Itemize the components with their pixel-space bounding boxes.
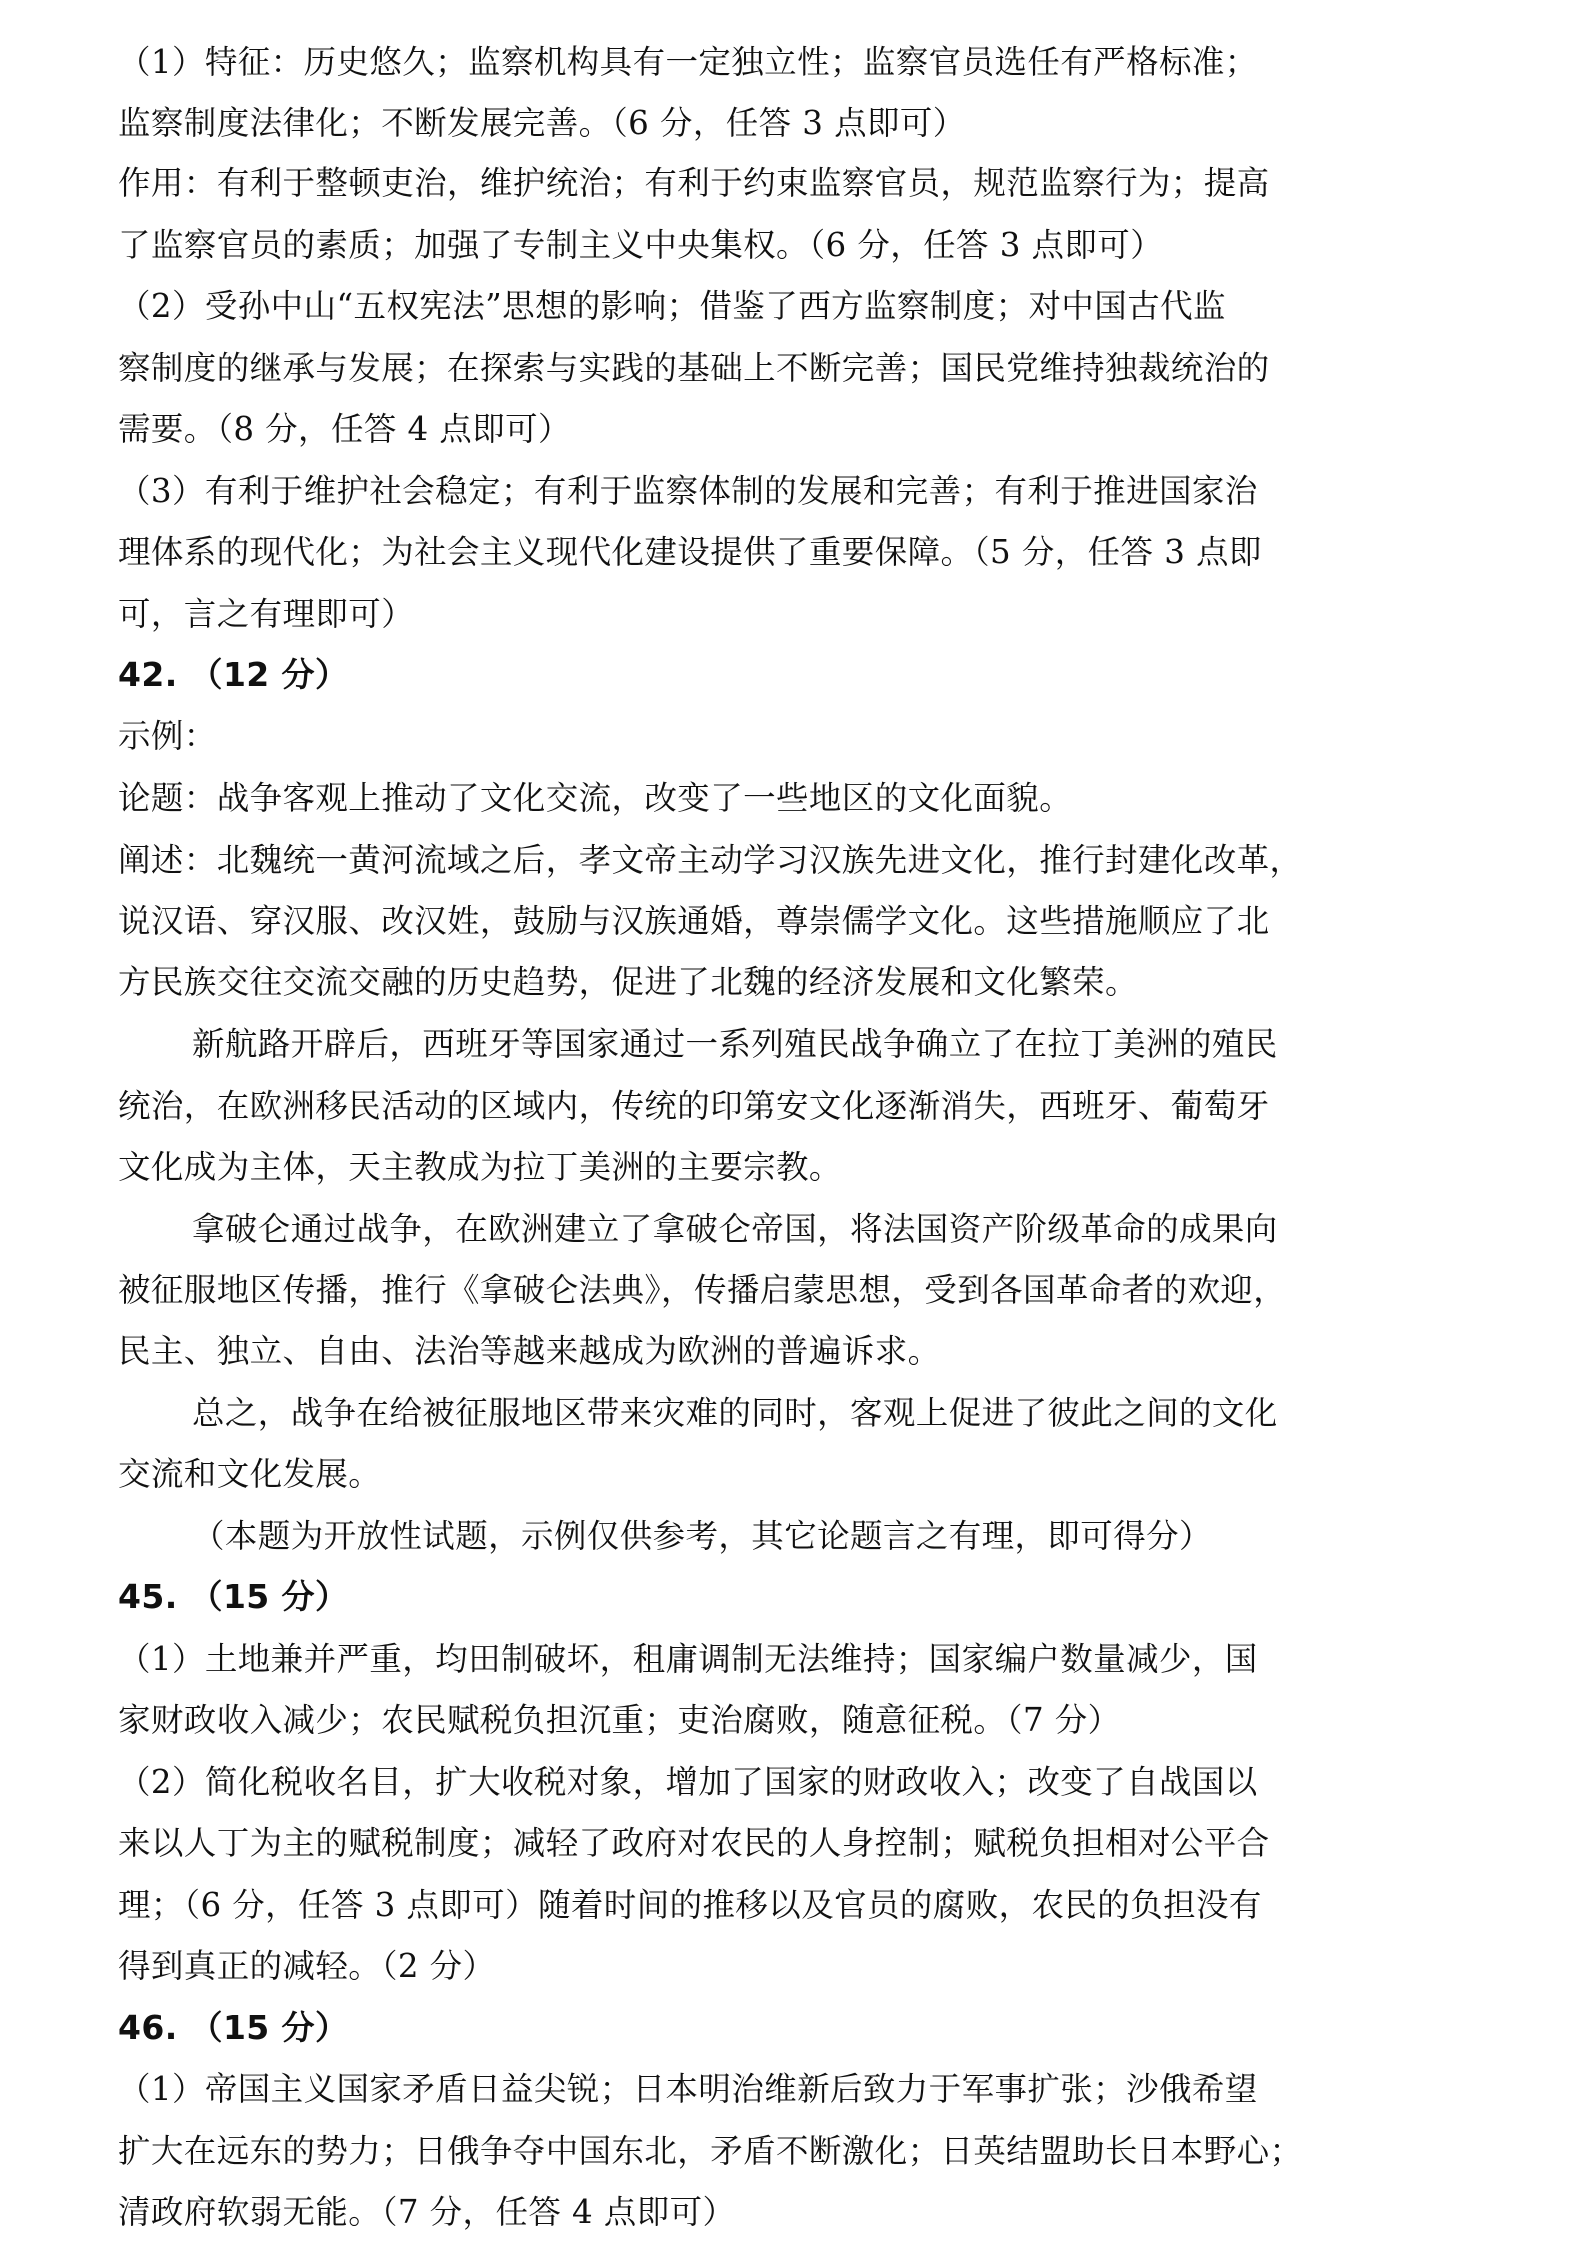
- q41-line-4: 了监察官员的素质；加强了专制主义中央集权。（6 分，任答 3 点即可）: [118, 226, 1164, 264]
- q42-line-13: 交流和文化发展。: [118, 1455, 382, 1493]
- q41-line-5: （2）受孙中山“五权宪法”思想的影响；借鉴了西方监察制度；对中国古代监: [118, 287, 1226, 325]
- q42-line-8: 文化成为主体，天主教成为拉丁美洲的主要宗教。: [118, 1148, 842, 1186]
- q41-line-8: （3）有利于维护社会稳定；有利于监察体制的发展和完善；有利于推进国家治: [118, 472, 1258, 510]
- q41-line-7: 需要。（8 分，任答 4 点即可）: [118, 410, 571, 448]
- q42-line-1: 示例：: [118, 717, 217, 755]
- q45-line-3: （2）简化税收名目，扩大收税对象，增加了国家的财政收入；改变了自战国以: [118, 1763, 1258, 1801]
- q45-line-6: 得到真正的减轻。（2 分）: [118, 1947, 496, 1985]
- q42-line-12: 总之，战争在给被征服地区带来灾难的同时，客观上促进了彼此之间的文化: [192, 1394, 1278, 1432]
- q41-line-10: 可，言之有理即可）: [118, 595, 415, 633]
- q46-line-1: （1）帝国主义国家矛盾日益尖锐；日本明治维新后致力于军事扩张；沙俄希望: [118, 2070, 1258, 2108]
- q41-line-2: 监察制度法律化；不断发展完善。（6 分，任答 3 点即可）: [118, 104, 966, 142]
- q41-line-9: 理体系的现代化；为社会主义现代化建设提供了重要保障。（5 分，任答 3 点即: [118, 533, 1262, 571]
- q45-line-5: 理；（6 分，任答 3 点即可）随着时间的推移以及官员的腐败，农民的负担没有: [118, 1886, 1262, 1924]
- q46-line-3: 清政府软弱无能。（7 分，任答 4 点即可）: [118, 2193, 736, 2231]
- q45-line-2: 家财政收入减少；农民赋税负担沉重；吏治腐败，随意征税。（7 分）: [118, 1701, 1121, 1739]
- q42-heading: 42. （12 分）: [118, 655, 349, 694]
- q42-line-2: 论题：战争客观上推动了文化交流，改变了一些地区的文化面貌。: [118, 779, 1073, 817]
- q42-line-6: 新航路开辟后，西班牙等国家通过一系列殖民战争确立了在拉丁美洲的殖民: [192, 1025, 1278, 1063]
- q45-line-4: 来以人丁为主的赋税制度；减轻了政府对农民的人身控制；赋税负担相对公平合: [118, 1824, 1270, 1862]
- q42-line-11: 民主、独立、自由、法治等越来越成为欧洲的普遍诉求。: [118, 1332, 941, 1370]
- q42-line-9: 拿破仑通过战争，在欧洲建立了拿破仑帝国，将法国资产阶级革命的成果向: [192, 1210, 1278, 1248]
- q46-heading: 46. （15 分）: [118, 2008, 349, 2047]
- q42-line-4: 说汉语、穿汉服、改汉姓，鼓励与汉族通婚，尊崇儒学文化。这些措施顺应了北: [118, 902, 1270, 940]
- q41-line-1: （1）特征：历史悠久；监察机构具有一定独立性；监察官员选任有严格标准；: [118, 43, 1258, 81]
- q41-line-6: 察制度的继承与发展；在探索与实践的基础上不断完善；国民党维持独裁统治的: [118, 349, 1270, 387]
- q42-note: （本题为开放性试题，示例仅供参考，其它论题言之有理，即可得分）: [192, 1517, 1212, 1555]
- q45-heading: 45. （15 分）: [118, 1577, 349, 1616]
- q41-line-3: 作用：有利于整顿吏治，维护统治；有利于约束监察官员，规范监察行为；提高: [118, 164, 1270, 202]
- q45-line-1: （1）土地兼并严重，均田制破坏，租庸调制无法维持；国家编户数量减少，国: [118, 1640, 1258, 1678]
- q42-line-7: 统治，在欧洲移民活动的区域内，传统的印第安文化逐渐消失，西班牙、葡萄牙: [118, 1087, 1270, 1125]
- q42-line-3: 阐述：北魏统一黄河流域之后，孝文帝主动学习汉族先进文化，推行封建化改革，: [118, 841, 1303, 879]
- q42-line-10: 被征服地区传播，推行《拿破仑法典》，传播启蒙思想，受到各国革命者的欢迎，: [118, 1271, 1287, 1309]
- q46-line-2: 扩大在远东的势力；日俄争夺中国东北，矛盾不断激化；日英结盟助长日本野心；: [118, 2132, 1303, 2170]
- q42-line-5: 方民族交往交流交融的历史趋势，促进了北魏的经济发展和文化繁荣。: [118, 963, 1138, 1001]
